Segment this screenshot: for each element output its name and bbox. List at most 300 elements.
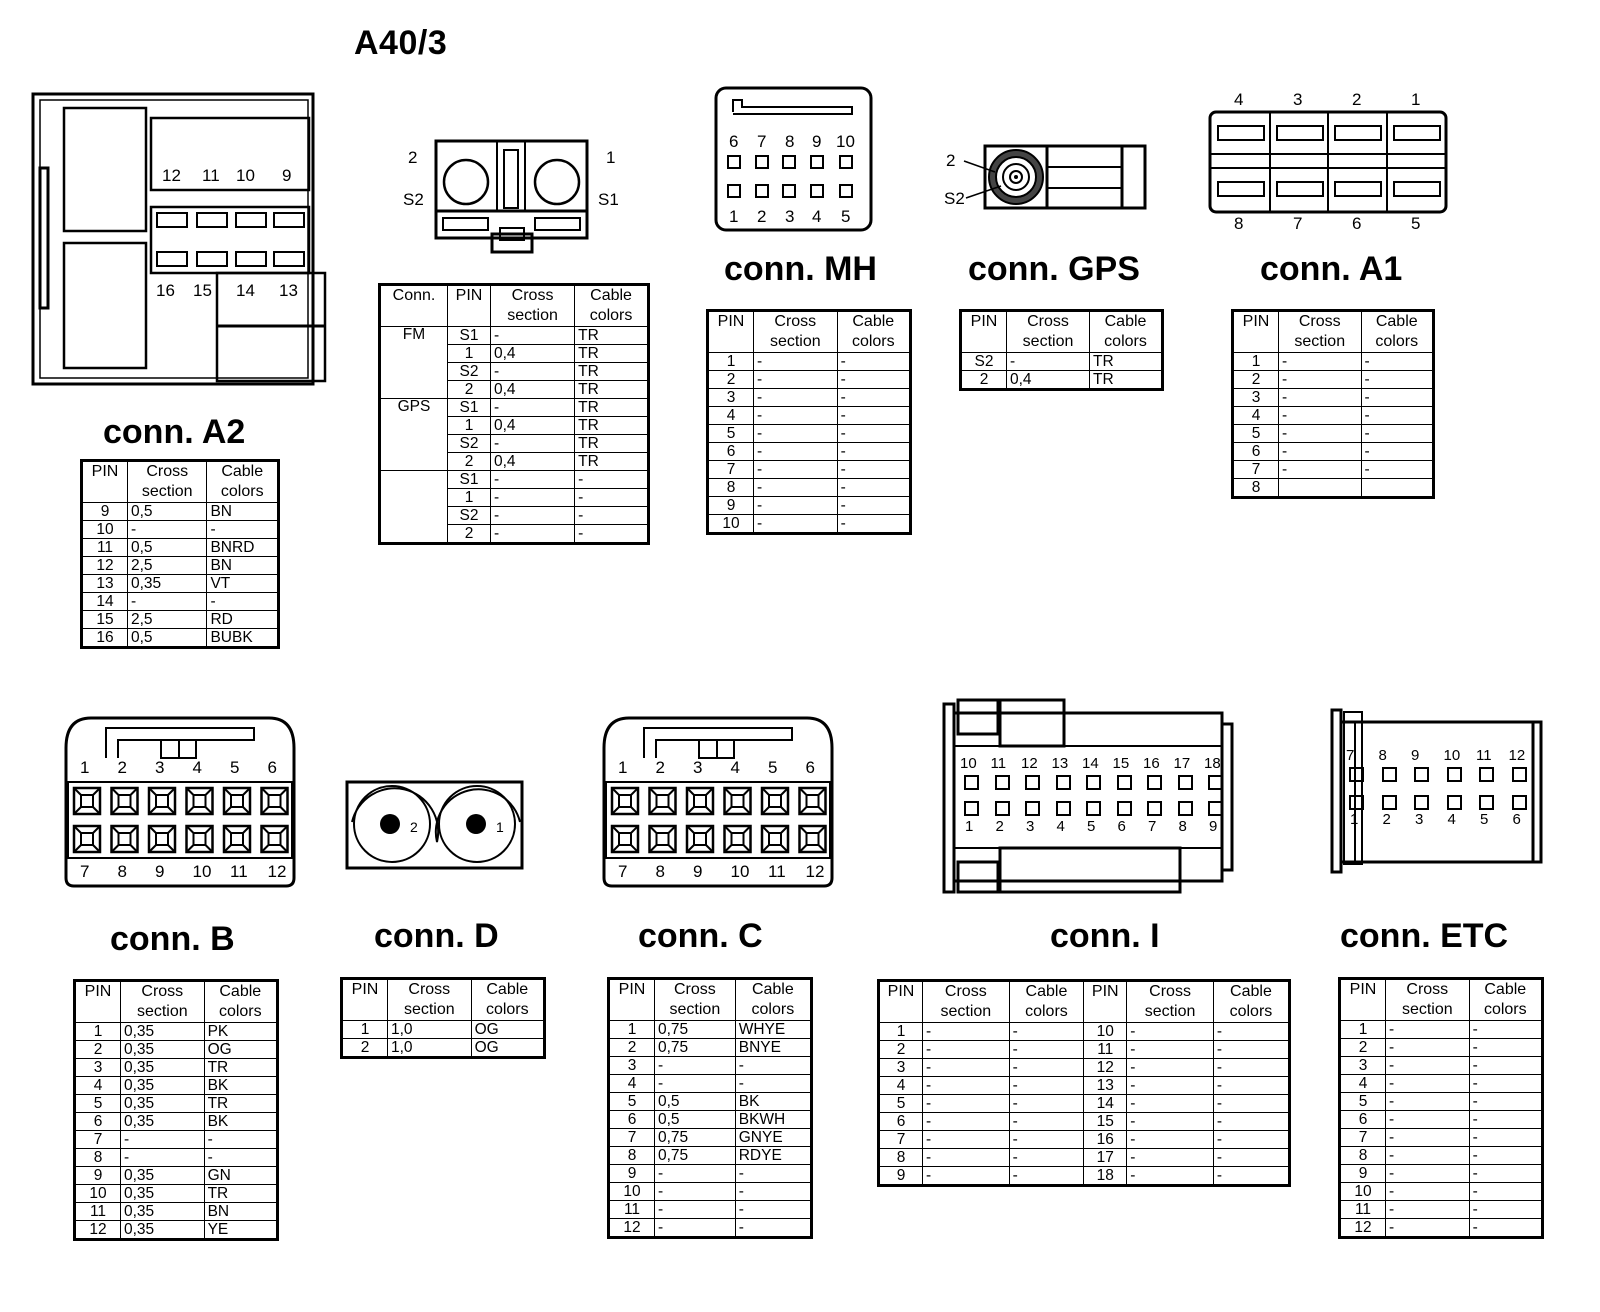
table-row [708, 389, 911, 407]
pin-label: 2 [410, 819, 418, 835]
pin-label: 3 [155, 758, 165, 777]
cell-color: - [1361, 425, 1433, 443]
header-cable-line1: Cable [219, 983, 262, 1000]
pin-cavity [1447, 767, 1462, 782]
table-row [961, 353, 1163, 371]
cell-color: - [1213, 1113, 1289, 1131]
header-row [879, 981, 1290, 1023]
cell-color: BNYE [735, 1039, 811, 1057]
cell-color: WHYE [735, 1021, 811, 1039]
table-row [1233, 425, 1434, 443]
header-cross-line1: Cross [146, 463, 189, 480]
header-cross-line1: Cross [774, 313, 817, 330]
table-row [609, 1021, 812, 1039]
pin-label: 2 [995, 818, 1004, 835]
pin-label: 12 [162, 166, 181, 185]
table-row [380, 471, 649, 489]
conn-etc-pin-table [1338, 977, 1544, 1239]
table-row [879, 1077, 1290, 1095]
cell-group [380, 471, 448, 544]
cell-cross: - [1386, 1093, 1470, 1111]
cell-color: - [735, 1165, 811, 1183]
cell-cross: - [754, 425, 838, 443]
cell-color: - [735, 1057, 811, 1075]
header-cable-line2: colors [589, 307, 633, 324]
cell-cross: - [655, 1075, 736, 1093]
cell-color: - [204, 1131, 277, 1149]
header-pin: PIN [82, 461, 128, 503]
pin-cavity [1479, 767, 1494, 782]
table-row [75, 1113, 278, 1131]
cell-pin: 10 [82, 521, 128, 539]
cell-color: - [1469, 1147, 1542, 1165]
cell-pin: 12 [609, 1219, 655, 1238]
pin-cavity [1512, 767, 1527, 782]
table-row [1233, 479, 1434, 498]
header-cable-line1: Cable [221, 463, 264, 480]
pin-label: 11 [1476, 747, 1492, 764]
cell-color: - [1361, 371, 1433, 389]
cell-cross: - [754, 389, 838, 407]
table-row [879, 1023, 1290, 1041]
pin-label: 1 [606, 148, 616, 167]
table-row [879, 1131, 1290, 1149]
cell-cross: - [754, 479, 838, 497]
pin-label: 13 [279, 281, 298, 300]
cell-pin: 9 [75, 1167, 121, 1185]
cell-pin: 1 [1340, 1021, 1386, 1039]
pin-label: 8 [1234, 214, 1244, 233]
cell-color: - [837, 479, 910, 497]
cell-cross: 0,35 [121, 1113, 205, 1131]
pin-label: 1 [496, 819, 504, 835]
cell-color: - [1469, 1111, 1542, 1129]
header-cable-line2: colors [1025, 1003, 1068, 1020]
cell-cross: - [491, 435, 575, 453]
pin-label: 3 [1293, 90, 1303, 109]
table-row [609, 1129, 812, 1147]
table-row [75, 1077, 278, 1095]
cell-color: - [735, 1201, 811, 1219]
cell-cross: - [491, 489, 575, 507]
table-row [708, 479, 911, 497]
cell-color: BK [204, 1077, 277, 1095]
pin-label: 1 [1350, 811, 1359, 828]
cell-pin: 7 [75, 1131, 121, 1149]
cell-pin: 8 [1340, 1147, 1386, 1165]
page-title: A40/3 [354, 24, 448, 62]
cell-pin: 7 [879, 1131, 923, 1149]
cell-pin: 1 [708, 353, 754, 371]
cell-color: OG [204, 1041, 277, 1059]
pin-label: 3 [693, 758, 703, 777]
pin-label: 2 [408, 148, 418, 167]
cell-color: TR [575, 363, 649, 381]
cell-pin: 5 [1233, 425, 1279, 443]
cell-pin: 18 [1084, 1167, 1127, 1186]
cell-color: - [1469, 1039, 1542, 1057]
cell-color: GNYE [735, 1129, 811, 1147]
conn-etc-label: conn. ETC [1340, 917, 1509, 955]
cell-color: - [1469, 1201, 1542, 1219]
table-row [75, 1041, 278, 1059]
cell-cross: - [754, 515, 838, 534]
cell-cross: 0,4 [491, 381, 575, 399]
header-cable-line1: Cable [590, 287, 632, 304]
cell-color: - [1469, 1057, 1542, 1075]
conn-a1-label: conn. A1 [1260, 250, 1403, 288]
header-pin: PIN [342, 979, 388, 1021]
cell-cross: 0,35 [121, 1023, 205, 1041]
cell-cross: - [128, 593, 207, 611]
cell-color: - [1361, 389, 1433, 407]
cell-color: - [1469, 1129, 1542, 1147]
cell-color: - [837, 371, 910, 389]
pin-label: 2 [655, 758, 665, 777]
cell-color: - [837, 389, 910, 407]
cell-pin: 7 [609, 1129, 655, 1147]
table-row [75, 1221, 278, 1240]
cell-cross: - [1279, 389, 1362, 407]
cell-color: - [1213, 1077, 1289, 1095]
cell-pin: 8 [609, 1147, 655, 1165]
cell-cross: - [923, 1095, 1010, 1113]
pin-label: 4 [192, 758, 202, 777]
cell-cross: - [121, 1149, 205, 1167]
pin-label: 6 [1117, 818, 1126, 835]
cell-pin: 5 [708, 425, 754, 443]
header-cross-line1: Cross [141, 983, 184, 1000]
header-cable-colors [837, 311, 910, 353]
pin-label: S1 [598, 190, 619, 209]
cell-cross: - [491, 525, 575, 544]
cell-cross: 0,35 [121, 1221, 205, 1240]
table-row [82, 503, 279, 521]
header-cross-section [491, 285, 575, 327]
cell-color: - [1009, 1077, 1084, 1095]
pin-label: S2 [944, 189, 965, 208]
header-row [708, 311, 911, 353]
cell-group: GPS [380, 399, 448, 471]
header-cross-line2: section [141, 483, 193, 500]
cell-pin: 11 [1084, 1041, 1127, 1059]
cell-color: - [207, 593, 279, 611]
cell-cross: - [923, 1131, 1010, 1149]
cell-cross: - [121, 1131, 205, 1149]
pin-label: 6 [729, 132, 739, 151]
cell-cross: 0,4 [491, 453, 575, 471]
table-row [879, 1113, 1290, 1131]
cell-cross: - [1127, 1023, 1214, 1041]
header-cross-line2: section [1401, 1001, 1453, 1018]
header-cross-line2: section [1144, 1003, 1196, 1020]
table-row [609, 1165, 812, 1183]
cell-cross: - [655, 1165, 736, 1183]
cell-color: - [1009, 1167, 1084, 1186]
cell-pin: 2 [448, 381, 491, 399]
pin-label: 9 [1411, 747, 1420, 764]
cell-pin: 3 [879, 1059, 923, 1077]
pin-label: 6 [1352, 214, 1362, 233]
table-row [82, 557, 279, 575]
conn-a1-pin-table [1231, 309, 1435, 499]
table-row [1340, 1093, 1543, 1111]
table-row [609, 1201, 812, 1219]
pin-cavity [1349, 767, 1364, 782]
cell-pin: 9 [879, 1167, 923, 1186]
cell-cross: - [655, 1183, 736, 1201]
cell-color: - [575, 471, 649, 489]
header-cross-line1: Cross [944, 983, 987, 1000]
cell-pin: 12 [1084, 1059, 1127, 1077]
pin-label: 16 [156, 281, 175, 300]
header-cross-section [128, 461, 207, 503]
header-cross-section [923, 981, 1010, 1023]
cell-cross: - [655, 1201, 736, 1219]
cell-color: BN [207, 557, 279, 575]
pin-label: S2 [403, 190, 424, 209]
cell-pin: 3 [75, 1059, 121, 1077]
pin-label: 10 [960, 755, 977, 772]
cell-cross: - [923, 1167, 1010, 1186]
header-cable-colors [471, 979, 544, 1021]
table-row [1340, 1039, 1543, 1057]
pin-label: 18 [1204, 755, 1221, 772]
header-cross-section [388, 979, 472, 1021]
table-row [1340, 1129, 1543, 1147]
table-row [1233, 371, 1434, 389]
cell-color: - [1213, 1131, 1289, 1149]
table-row [82, 575, 279, 593]
header-cable-line1: Cable [1230, 983, 1272, 1000]
cell-pin: 13 [1084, 1077, 1127, 1095]
cell-cross: - [923, 1149, 1010, 1167]
cell-color: - [1213, 1095, 1289, 1113]
header-cable-colors [1009, 981, 1084, 1023]
table-row [1233, 407, 1434, 425]
cell-color: GN [204, 1167, 277, 1185]
cell-cross: - [1386, 1057, 1470, 1075]
cell-cross: - [1127, 1041, 1214, 1059]
header-cable-colors [1090, 311, 1163, 353]
cell-pin: 14 [1084, 1095, 1127, 1113]
cell-color: VT [207, 575, 279, 593]
pin-label: 5 [768, 758, 778, 777]
pin-cavity [1479, 795, 1494, 810]
cell-cross: - [491, 507, 575, 525]
table-row [708, 497, 911, 515]
cell-color: - [207, 521, 279, 539]
cell-cross: 0,5 [655, 1093, 736, 1111]
table-row [1233, 389, 1434, 407]
pin-label: 14 [236, 281, 255, 300]
pin-cavity [1512, 795, 1527, 810]
cell-color: - [1469, 1021, 1542, 1039]
header-cable-line2: colors [751, 1001, 795, 1018]
header-cable-line2: colors [1483, 1001, 1527, 1018]
cell-cross: - [1279, 407, 1362, 425]
cell-pin: 1 [75, 1023, 121, 1041]
cell-cross: - [491, 327, 575, 345]
pin-label: 1 [1411, 90, 1421, 109]
cell-color: - [1361, 407, 1433, 425]
cell-color: - [1469, 1219, 1542, 1238]
table-row [1340, 1057, 1543, 1075]
cell-cross: - [923, 1023, 1010, 1041]
cell-color: TR [575, 399, 649, 417]
cell-pin: 1 [609, 1021, 655, 1039]
pin-cavity [1382, 767, 1397, 782]
conn-gps-label: conn. GPS [968, 250, 1140, 288]
cell-pin: 2 [961, 371, 1007, 390]
conn-i-pin-table [877, 979, 1291, 1187]
pin-label: 10 [192, 862, 212, 881]
header-row [1340, 979, 1543, 1021]
cell-cross: - [1386, 1129, 1470, 1147]
pin-label: 3 [1415, 811, 1424, 828]
header-cable-line1: Cable [1104, 313, 1147, 330]
cell-pin: 5 [75, 1095, 121, 1113]
cell-cross: - [128, 521, 207, 539]
cell-cross: - [655, 1219, 736, 1238]
header-row [82, 461, 279, 503]
header-cable-colors [735, 979, 811, 1021]
cell-cross: 0,75 [655, 1147, 736, 1165]
cell-cross: - [1386, 1039, 1470, 1057]
cell-pin: 9 [1340, 1165, 1386, 1183]
table-row [82, 593, 279, 611]
header-row [1233, 311, 1434, 353]
header-cross-section [1007, 311, 1090, 353]
cell-cross: - [754, 371, 838, 389]
header-cable-line1: Cable [1484, 981, 1527, 998]
cell-pin: 3 [1340, 1057, 1386, 1075]
cell-cross: 0,4 [1007, 371, 1090, 390]
table-row [75, 1059, 278, 1077]
table-row [1233, 461, 1434, 479]
pin-cavity [1382, 795, 1397, 810]
pin-label: 7 [618, 862, 628, 881]
cell-cross: - [754, 353, 838, 371]
header-cable-colors [575, 285, 649, 327]
cell-color: BUBK [207, 629, 279, 648]
cell-pin: 11 [609, 1201, 655, 1219]
header-pin: PIN [1084, 981, 1127, 1023]
cell-pin: 2 [879, 1041, 923, 1059]
header-cable-line1: Cable [486, 981, 529, 998]
header-cross-line1: Cross [1406, 981, 1449, 998]
pin-label: 11 [990, 755, 1007, 772]
header-row [75, 981, 278, 1023]
table-row [75, 1203, 278, 1221]
header-cable-line1: Cable [1025, 983, 1068, 1000]
cell-pin: 10 [708, 515, 754, 534]
cell-cross: - [754, 407, 838, 425]
header-cable-colors [1213, 981, 1289, 1023]
header-cable-line2: colors [1104, 333, 1147, 350]
pin-label: 7 [1293, 214, 1303, 233]
pin-label: 1 [729, 207, 739, 226]
cell-pin: 5 [1340, 1093, 1386, 1111]
cell-color: OG [471, 1021, 544, 1039]
conn-gps-pin-table [959, 309, 1164, 391]
table-row [708, 371, 911, 389]
table-row [609, 1111, 812, 1129]
header-cable-line2: colors [1375, 333, 1419, 350]
cell-cross: 1,0 [388, 1039, 472, 1058]
conn-c-pin-table [607, 977, 813, 1239]
cell-pin: 1 [448, 489, 491, 507]
cell-color: TR [575, 381, 649, 399]
pin-label: 11 [768, 862, 786, 881]
cell-pin: 4 [609, 1075, 655, 1093]
pin-label: 14 [1082, 755, 1099, 772]
cell-color: TR [204, 1095, 277, 1113]
cell-color: RD [207, 611, 279, 629]
header-cable-line2: colors [1229, 1003, 1273, 1020]
cell-pin: 4 [708, 407, 754, 425]
cell-cross: - [754, 461, 838, 479]
pin-label: 8 [785, 132, 795, 151]
table-row [879, 1059, 1290, 1077]
table-row [1233, 353, 1434, 371]
cell-color: - [735, 1183, 811, 1201]
cell-color: - [1213, 1167, 1289, 1186]
cell-pin: 2 [609, 1039, 655, 1057]
cell-pin: 6 [609, 1111, 655, 1129]
table-row [1340, 1021, 1543, 1039]
pin-label: 5 [841, 207, 851, 226]
cell-color: - [575, 507, 649, 525]
cell-cross: 0,75 [655, 1039, 736, 1057]
table-row [82, 521, 279, 539]
table-row [1340, 1183, 1543, 1201]
pin-label: 6 [1512, 811, 1521, 828]
cell-pin: 2 [448, 453, 491, 471]
pin-label: 8 [655, 862, 665, 881]
table-row [708, 443, 911, 461]
table-row [708, 353, 911, 371]
table-row [380, 327, 649, 345]
cell-color: - [1009, 1041, 1084, 1059]
header-pin: PIN [1233, 311, 1279, 353]
header-cross-line2: section [403, 1001, 455, 1018]
cell-pin: 10 [609, 1183, 655, 1201]
cell-pin: 12 [75, 1221, 121, 1240]
cell-cross: - [1386, 1111, 1470, 1129]
header-cable-colors [1469, 979, 1542, 1021]
cell-pin: 5 [879, 1095, 923, 1113]
cell-pin: S2 [448, 507, 491, 525]
cell-cross: - [1386, 1075, 1470, 1093]
header-cross-line1: Cross [1298, 313, 1341, 330]
pin-label: 7 [757, 132, 767, 151]
cell-color: - [1361, 461, 1433, 479]
header-cable-colors [204, 981, 277, 1023]
cell-color: - [1009, 1113, 1084, 1131]
antenna-pin-table [378, 283, 650, 545]
cell-pin: 1 [1233, 353, 1279, 371]
header-cross-line2: section [940, 1003, 992, 1020]
table-row [342, 1039, 545, 1058]
pin-label: 4 [812, 207, 822, 226]
cell-color: - [1469, 1183, 1542, 1201]
cell-pin: 4 [75, 1077, 121, 1095]
header-cross-section [1279, 311, 1362, 353]
pin-label: 9 [155, 862, 165, 881]
cell-color: - [837, 443, 910, 461]
cell-color: - [1009, 1023, 1084, 1041]
